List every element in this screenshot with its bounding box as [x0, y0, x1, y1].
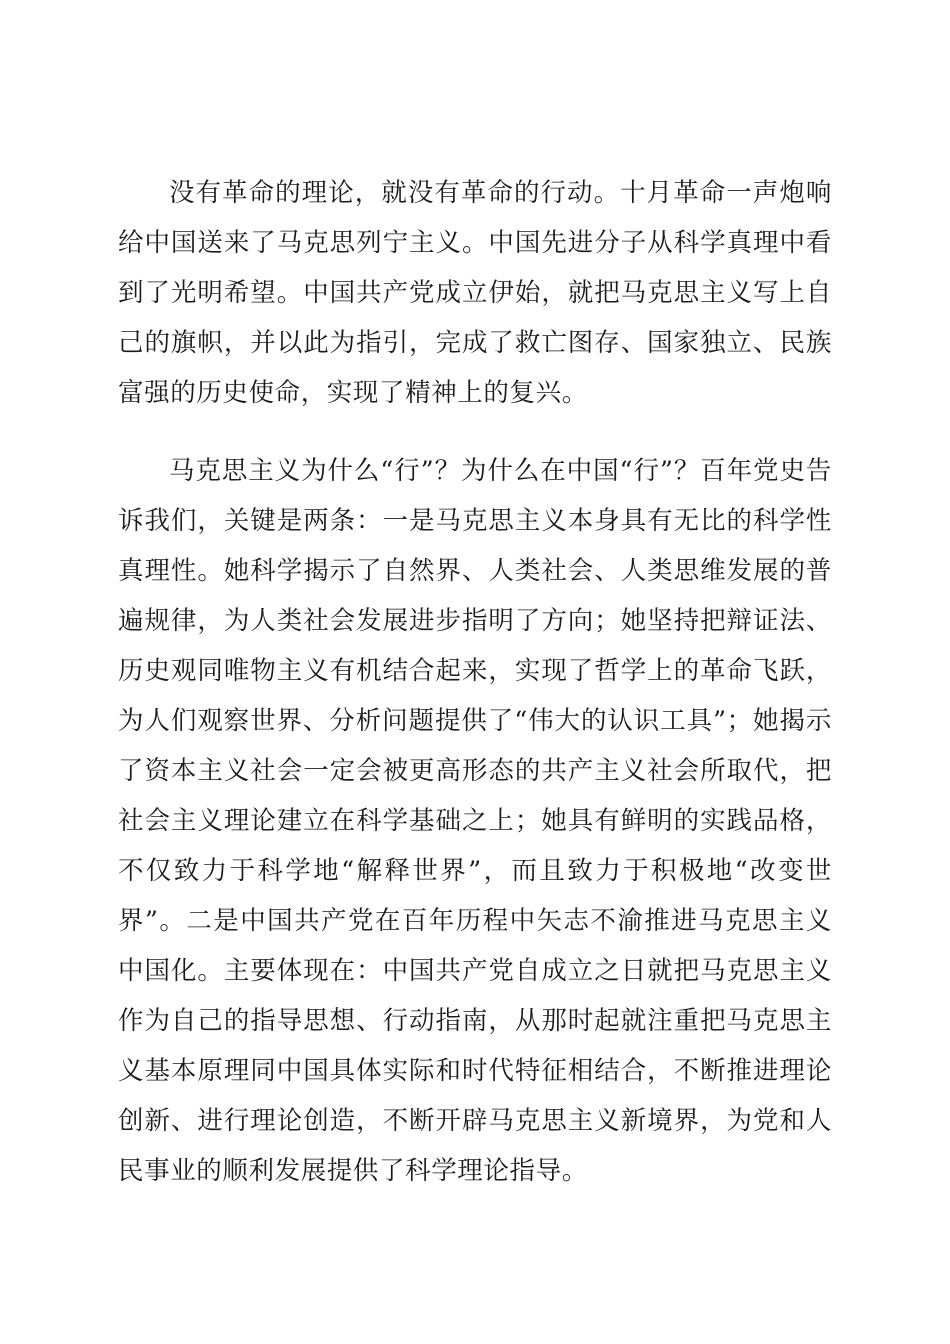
body-paragraph-1: 没有革命的理论，就没有革命的行动。十月革命一声炮响给中国送来了马克思列宁主义。中国先进分子从科学真理中看到了光明希望。中国共产党成立伊始，就把马克思主义写上自己的旗帜，并以此为指引，完成了救亡图存、国家独立、民族富强的历史使命，实现了精神上的复兴。	[118, 178, 832, 408]
body-paragraph-2: 马克思主义为什么“行”？为什么在中国“行”？百年党史告诉我们，关键是两条：一是马克思主义本身具有无比的科学性真理性。她科学揭示了自然界、人类社会、人类思维发展的普遍规律，为人类社会发展进步指明了方向；她坚持把辩证法、历史观同唯物主义有机结合起来，实现了哲学上的革命飞跃，为人们观察世界、分析问题提供了“伟大的认识工具”；她揭示了资本主义社会一定会被更高形态的共产主义社会所取代，把社会主义理论建立在科学基础之上；她具有鲜明的实践品格，不仅致力于科学地“解释世界”，而且致力于积极地“改变世界”。二是中国共产党在百年历程中矢志不渝推进马克思主义中国化。主要体现在：中国共产党自成立之日就把马克思主义作为自己的指导思想、行动指南，从那时起就注重把马克思主义基本原理同中国具体实际和时代特征相结合，不断推进理论创新、进行理论创造，不断开辟马克思主义新境界，为党和人民事业的顺利发展提供了科学理论指导。	[118, 456, 832, 1186]
document-page	[118, 168, 832, 1196]
